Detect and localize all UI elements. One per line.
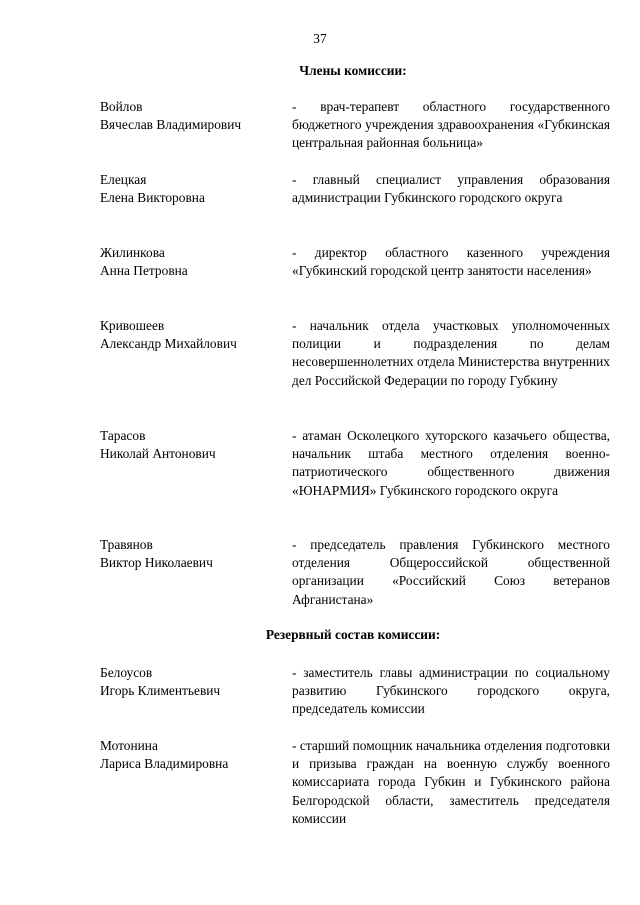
member-role: - главный специалист управления образования администрации Губкинского городского округа: [292, 172, 610, 206]
member-name: [100, 317, 285, 353]
member-given-names: Вячеслав Владимирович: [100, 117, 242, 133]
reserve-given-names: Лариса Владимировна: [100, 756, 229, 772]
member-surname: Елецкая: [100, 172, 147, 187]
member-role: - директор областного казенного учреждения «Губкинский городской центр занятости населения»: [292, 245, 610, 279]
member-name: [100, 244, 285, 280]
member-given-names: Виктор Николаевич: [100, 555, 213, 571]
reserve-name: [100, 737, 285, 773]
reserve-name: [100, 664, 285, 700]
member-name: [100, 98, 285, 134]
member-name: [100, 427, 285, 463]
reserve-role: - старший помощник начальника отделения подготовки и призыва граждан на военную службу военного комиссариата города Губкин и Губкинского района Белгородской области, заместитель председателя комиссии: [292, 738, 610, 826]
reserve-given-names: Игорь Климентьевич: [100, 683, 221, 699]
member-given-names: Елена Викторовна: [100, 190, 205, 206]
reserve-surname: Мотонина: [100, 738, 158, 753]
member-surname: Кривошеев: [100, 318, 165, 333]
member-given-names: Александр Михайлович: [100, 336, 237, 352]
page-number: 37: [313, 31, 327, 46]
member-given-names: Анна Петровна: [100, 263, 188, 279]
member-name: [100, 536, 285, 572]
reserve-surname: Белоусов: [100, 665, 153, 680]
member-role: - атаман Осколецкого хуторского казачьего общества, начальник штаба местного отделения военно-патриотического общественного движения «ЮНАРМИЯ» Губкинского городского округа: [292, 428, 610, 498]
member-role: - председатель правления Губкинского местного отделения Общероссийской общественной организации «Российский Союз ветеранов Афганистана»: [292, 537, 610, 607]
members-heading: Члены комиссии:: [299, 63, 407, 78]
member-role: - начальник отдела участковых уполномоченных полиции и подразделения по делам несовершеннолетних отдела Министерства внутренних дел Российской Федерации по городу Губкину: [292, 318, 610, 388]
reserve-role: - заместитель главы администрации по социальному развитию Губкинского городского округа, председатель комиссии: [292, 665, 610, 717]
member-given-names: Николай Антонович: [100, 446, 216, 462]
member-surname: Войлов: [100, 99, 143, 114]
member-role: - врач-терапевт областного государственного бюджетного учреждения здравоохранения «Губкинская центральная районная больница»: [292, 99, 610, 151]
reserve-heading: Резервный состав комиссии:: [265, 627, 441, 642]
member-surname: Жилинкова: [100, 245, 165, 260]
member-name: [100, 171, 285, 207]
member-surname: Тарасов: [100, 428, 146, 443]
member-surname: Травянов: [100, 537, 153, 552]
